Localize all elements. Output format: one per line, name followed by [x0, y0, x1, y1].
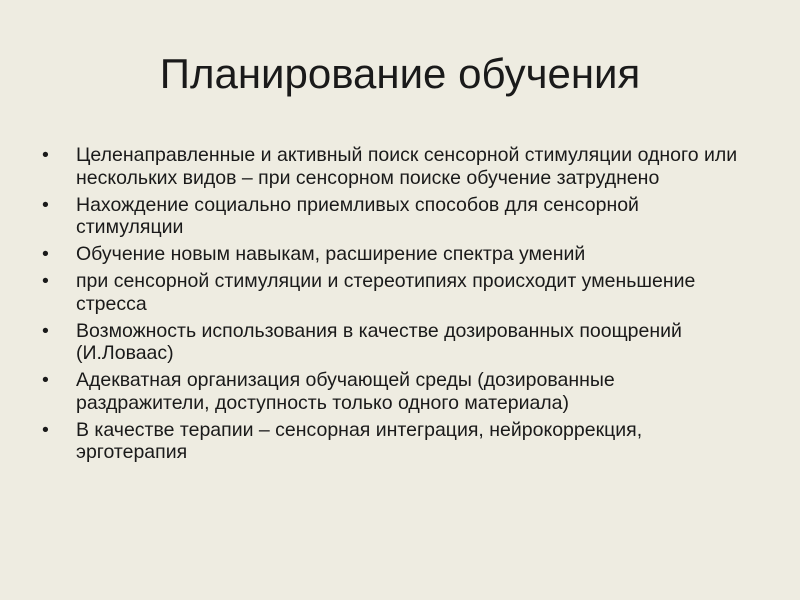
bullet-list [40, 144, 740, 468]
bullet-text: Нахождение социально приемливых способов для сенсорной стимуляции [76, 193, 639, 238]
bullet-text: при сенсорной стимуляции и стереотипиях происходит уменьшение стресса [76, 270, 696, 315]
bullet-icon: • [42, 319, 49, 342]
bullet-icon: • [42, 270, 49, 292]
bullet-icon: • [42, 144, 49, 166]
bullet-item [40, 144, 740, 189]
bullet-item [40, 369, 740, 414]
bullet-text: Адекватная организация обучающей среды (дозированные раздражители, доступность только одного материала) [76, 369, 615, 414]
bullet-item [40, 270, 740, 315]
bullet-icon: • [42, 243, 49, 265]
bullet-text: В качестве терапии – сенсорная интеграция, нейрокоррекция, эрготерапия [76, 418, 643, 463]
bullet-icon: • [42, 369, 49, 391]
bullet-item [40, 419, 740, 464]
bullet-item [40, 320, 740, 365]
slide-title: Планирование обучения [159, 50, 641, 97]
bullet-item [40, 243, 740, 266]
bullet-icon: • [42, 193, 49, 216]
bullet-text: Обучение новым навыкам, расширение спектра умений [76, 243, 586, 265]
bullet-item [40, 194, 740, 239]
bullet-icon: • [42, 418, 49, 441]
bullet-text: Возможность использования в качестве дозированных поощрений (И.Ловаас) [76, 319, 682, 364]
bullet-text: Целенаправленные и активный поиск сенсорной стимуляции одного или нескольких видов – при сенсорном поиске обучение затруднено [76, 144, 738, 189]
